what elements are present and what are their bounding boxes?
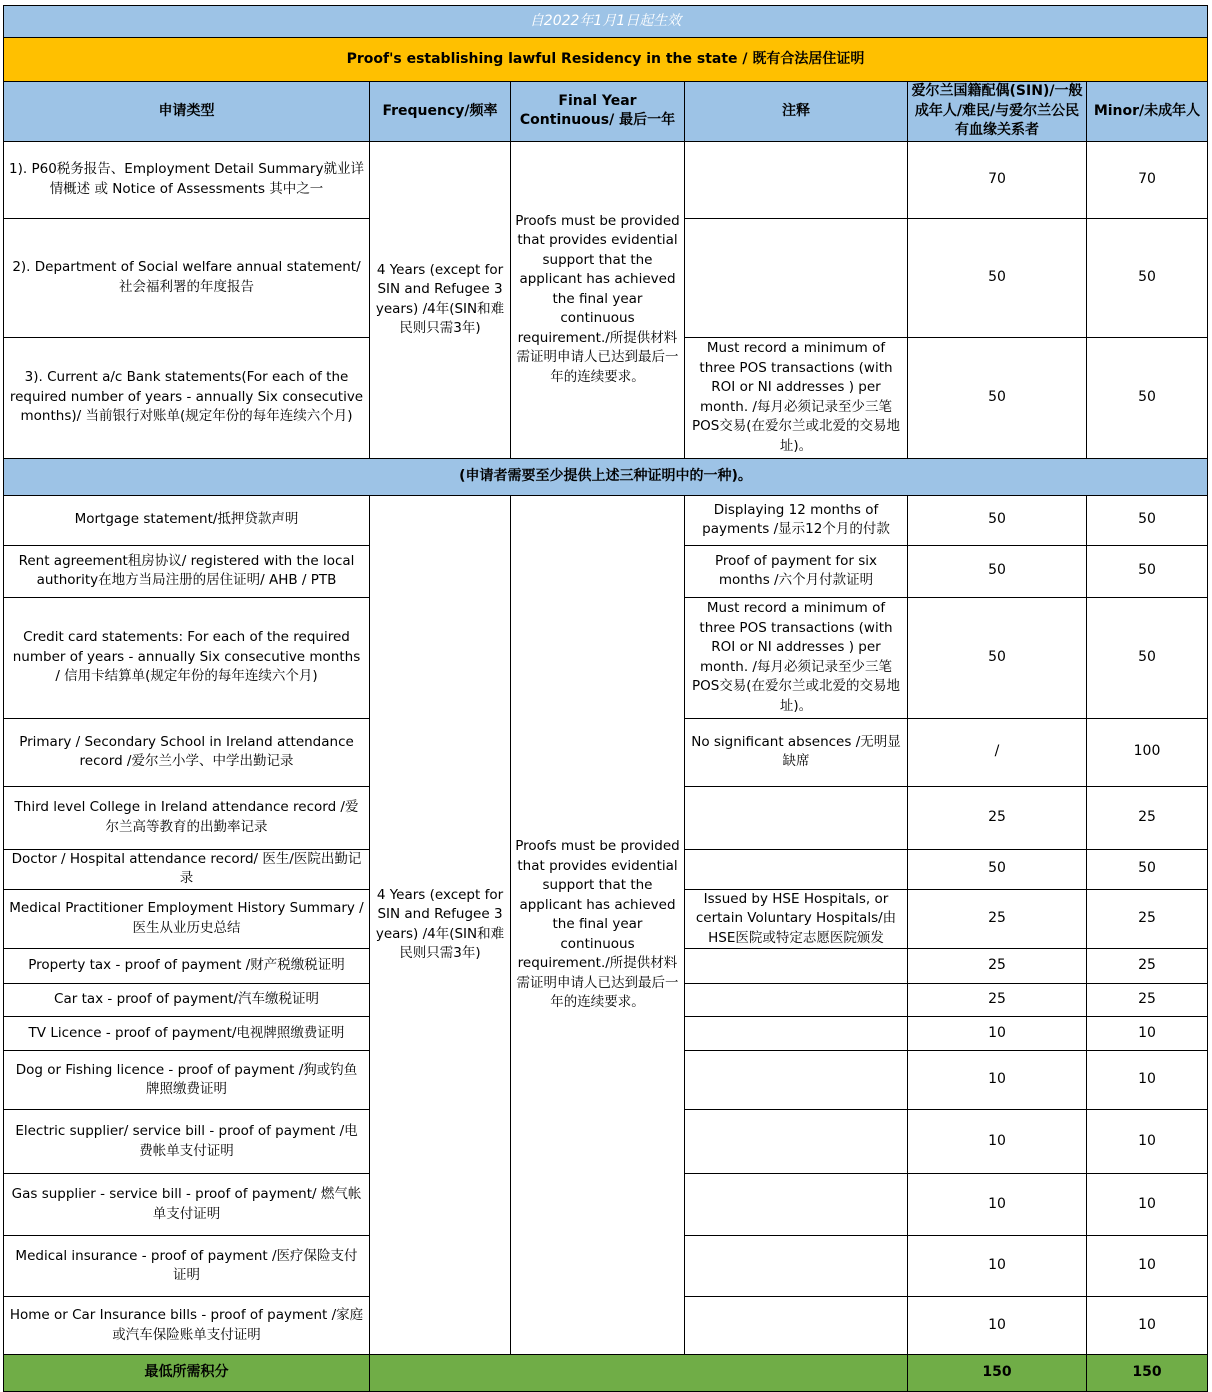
row-type: Electric supplier/ service bill - proof of payment /电费帐单支付证明 [4,1110,370,1174]
header-minor: Minor/未成年人 [1087,82,1208,142]
row-sin-score: 10 [908,1051,1087,1110]
header-row [4,82,1208,142]
row-type: Rent agreement租房协议/ registered with the local authority在地方当局注册的居住证明/ AHB / PTB [4,545,370,597]
row-note [685,1174,908,1236]
row-type: TV Licence - proof of payment/电视牌照缴费证明 [4,1017,370,1051]
row-sin-score: 25 [908,984,1087,1017]
row-note: No significant absences /无明显缺席 [685,718,908,786]
row-note: Must record a minimum of three POS transactions (with ROI or NI addresses ) per month. /每月必须记录至少三笔POS交易(在爱尔兰或北爱的交易地址)。 [685,597,908,718]
banner-date-row [4,6,1208,38]
row-note [685,1236,908,1297]
row-type: Gas supplier - service bill - proof of payment/ 燃气帐单支付证明 [4,1174,370,1236]
row-minor-score: 25 [1087,949,1208,984]
row-type: Third level College in Ireland attendance record /爱尔兰高等教育的出勤率记录 [4,786,370,849]
table-row [4,495,1208,545]
group1-final-year: Proofs must be provided that provides evidential support that the applicant has achieved the final year continuous requirement./所提供材料需证明申请人已达到最后一年的连续要求。 [511,141,685,458]
row-type: 3). Current a/c Bank statements(For each of the required number of years - annually Six consecutive months)/ 当前银行对账单(规定年份的每年连续六个月) [4,337,370,458]
row-note [685,949,908,984]
row-type: 2). Department of Social welfare annual statement/社会福利署的年度报告 [4,218,370,337]
row-sin-score: / [908,718,1087,786]
row-minor-score: 50 [1087,597,1208,718]
row-note: Issued by HSE Hospitals, or certain Voluntary Hospitals/由HSE医院或特定志愿医院颁发 [685,889,908,949]
row-type: Doctor / Hospital attendance record/ 医生/医院出勤记录 [4,849,370,889]
row-minor-score: 10 [1087,1110,1208,1174]
row-sin-score: 50 [908,597,1087,718]
row-sin-score: 50 [908,218,1087,337]
row-note [685,849,908,889]
row-note [685,1017,908,1051]
row-sin-score: 70 [908,141,1087,218]
group1-frequency: 4 Years (except for SIN and Refugee 3 years) /4年(SIN和难民则只需3年) [370,141,511,458]
header-sin: 爱尔兰国籍配偶(SIN)/一般成年人/难民/与爱尔兰公民有血缘关系者 [908,82,1087,142]
row-minor-score: 25 [1087,984,1208,1017]
row-minor-score: 50 [1087,545,1208,597]
row-minor-score: 10 [1087,1174,1208,1236]
row-minor-score: 50 [1087,337,1208,458]
row-sin-score: 50 [908,337,1087,458]
total-label: 最低所需积分 [4,1355,370,1392]
row-note: Must record a minimum of three POS transactions (with ROI or NI addresses ) per month. /每月必须记录至少三笔POS交易(在爱尔兰或北爱的交易地址)。 [685,337,908,458]
row-type: Medical Practitioner Employment History Summary / 医生从业历史总结 [4,889,370,949]
row-type: 1). P60税务报告、Employment Detail Summary就业详情概述 或 Notice of Assessments 其中之一 [4,141,370,218]
header-notes: 注释 [685,82,908,142]
row-minor-score: 25 [1087,786,1208,849]
row-minor-score: 10 [1087,1236,1208,1297]
row-sin-score: 50 [908,545,1087,597]
row-note: Displaying 12 months of payments /显示12个月的付款 [685,495,908,545]
residency-proof-table [3,5,1208,1392]
row-minor-score: 50 [1087,495,1208,545]
row-note [685,1297,908,1355]
total-sin-score: 150 [908,1355,1087,1392]
header-frequency: Frequency/频率 [370,82,511,142]
row-note [685,218,908,337]
row-type: Primary / Secondary School in Ireland attendance record /爱尔兰小学、中学出勤记录 [4,718,370,786]
row-sin-score: 10 [908,1297,1087,1355]
row-sin-score: 10 [908,1017,1087,1051]
row-minor-score: 50 [1087,849,1208,889]
row-note [685,984,908,1017]
section-note-row [4,458,1208,495]
header-type: 申请类型 [4,82,370,142]
row-sin-score: 25 [908,786,1087,849]
row-minor-score: 50 [1087,218,1208,337]
row-sin-score: 10 [908,1174,1087,1236]
row-type: Home or Car Insurance bills - proof of payment /家庭或汽车保险账单支付证明 [4,1297,370,1355]
row-sin-score: 10 [908,1236,1087,1297]
row-minor-score: 10 [1087,1017,1208,1051]
row-minor-score: 100 [1087,718,1208,786]
total-minor-score: 150 [1087,1355,1208,1392]
banner-title-row [4,38,1208,82]
row-minor-score: 10 [1087,1297,1208,1355]
row-note [685,141,908,218]
table-title: Proof's establishing lawful Residency in the state / 既有合法居住证明 [4,38,1208,82]
effective-date-banner: 自2022年1月1日起生效 [4,6,1208,38]
row-type: Car tax - proof of payment/汽车缴税证明 [4,984,370,1017]
row-minor-score: 10 [1087,1051,1208,1110]
section-note: (申请者需要至少提供上述三种证明中的一种)。 [4,458,1208,495]
row-type: Credit card statements: For each of the required number of years - annually Six consecutive months / 信用卡结算单(规定年份的每年连续六个月) [4,597,370,718]
row-type: Property tax - proof of payment /财产税缴税证明 [4,949,370,984]
row-type: Dog or Fishing licence - proof of payment /狗或钓鱼牌照缴费证明 [4,1051,370,1110]
row-sin-score: 25 [908,889,1087,949]
row-note: Proof of payment for six months /六个月付款证明 [685,545,908,597]
row-minor-score: 70 [1087,141,1208,218]
row-note [685,786,908,849]
group2-final-year: Proofs must be provided that provides evidential support that the applicant has achieved the final year continuous requirement./所提供材料需证明申请人已达到最后一年的连续要求。 [511,495,685,1355]
row-sin-score: 10 [908,1110,1087,1174]
row-minor-score: 25 [1087,889,1208,949]
row-sin-score: 50 [908,849,1087,889]
row-sin-score: 25 [908,949,1087,984]
header-final-year: Final Year Continuous/ 最后一年 [511,82,685,142]
row-note [685,1110,908,1174]
row-type: Medical insurance - proof of payment /医疗保险支付证明 [4,1236,370,1297]
row-sin-score: 50 [908,495,1087,545]
row-type: Mortgage statement/抵押贷款声明 [4,495,370,545]
row-note [685,1051,908,1110]
group2-frequency: 4 Years (except for SIN and Refugee 3 years) /4年(SIN和难民则只需3年) [370,495,511,1355]
table-row [4,141,1208,218]
